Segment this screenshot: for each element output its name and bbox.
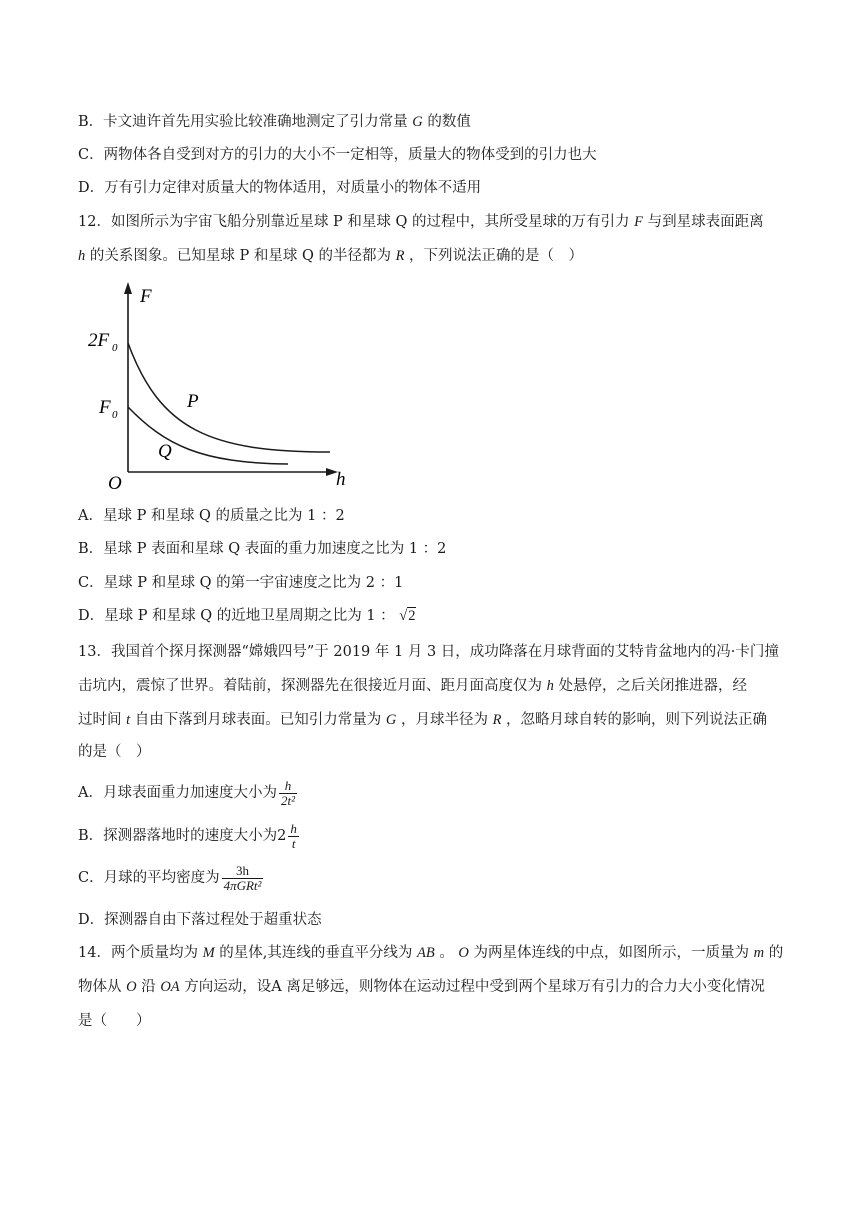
q12-option-b: B．星球 P 表面和星球 Q 表面的重力加速度之比为 1 ：2	[78, 541, 447, 557]
q12-stem-line1: 12．如图所示为宇宙飞船分别靠近星球 P 和星球 Q 的过程中，其所受星球的万有引力 F 与到星球表面距离	[78, 214, 764, 230]
y-axis-arrow-icon	[124, 282, 132, 294]
q12-figure	[80, 280, 360, 495]
q12-option-a: A．星球 P 和星球 Q 的质量之比为 1 ：2	[78, 508, 345, 524]
label-2f0: 2F	[88, 330, 110, 351]
q13-option-c: C．月球的平均密度为 $\frac{3h}{\text{4πGRt²}}$	[78, 862, 262, 893]
fraction: $\frac{h}{\text{2t²}}$	[280, 777, 295, 808]
label-axis-h: h	[336, 469, 346, 490]
q14-stem-line1: 14．两个质量均为 M 的星体,其连线的垂直平分线为 AB 。 O 为两星体连线的中点，如图所示，一质量为 m 的	[78, 945, 784, 961]
q11-option-d: D．万有引力定律对质量大的物体适用，对质量小的物体不适用	[78, 180, 482, 196]
label-2f0-subscript: 0	[112, 342, 118, 354]
q13-stem-line4: 的是（ ）	[78, 744, 151, 760]
label-f0: F	[99, 397, 111, 418]
q13-stem-line3: 过时间 t 自由下落到月球表面。已知引力常量为 G ，月球半径为 R ，忽略月球自转的影响，则下列说法正确	[78, 712, 768, 728]
fraction: $\frac{3h}{\text{4πGRt²}}$	[223, 862, 262, 893]
q12-option-d: D．星球 P 和星球 Q 的近地卫星周期之比为 1 ： √2	[78, 608, 416, 624]
curve-p	[128, 343, 330, 452]
label-axis-f: F	[140, 286, 152, 307]
q11-option-c: C．两物体各自受到对方的引力的大小不一定相等，质量大的物体受到的引力也大	[78, 147, 597, 163]
label-curve-q: Q	[158, 441, 172, 462]
sqrt-expression: √2	[399, 608, 416, 624]
q11-option-b: B．卡文迪许首先用实验比较准确地测定了引力常量 G 的数值	[78, 114, 471, 130]
q13-stem-line1: 13．我国首个探月探测器“嫦娥四号”于 2019 年 1 月 3 日，成功降落在月球背面的艾特肯盆地内的冯·卡门撞	[78, 644, 779, 660]
q13-stem-line2: 击坑内，震惊了世界。着陆前，探测器先在很接近月面、距月面高度仅为 h 处悬停，之后关闭推进器，经	[78, 678, 747, 694]
label-origin: O	[108, 473, 122, 494]
q14-stem-line3: 是（ ）	[78, 1013, 151, 1029]
label-curve-p: P	[187, 391, 199, 412]
q14-stem-line2: 物体从 O 沿 OA 方向运动，设A 离足够远，则物体在运动过程中受到两个星球万有引力的合力大小变化情况	[78, 979, 765, 995]
q13-option-a: A．月球表面重力加速度大小为 $\frac{h}{\text{2t²}}$	[78, 777, 295, 808]
q13-option-b: B．探测器落地时的速度大小为2 $\frac{h}{t}$	[78, 820, 297, 851]
q12-stem-line2: h 的关系图象。已知星球 P 和星球 Q 的半径都为 R ，下列说法正确的是（ ）	[78, 248, 584, 264]
q13-option-d: D．探测器自由下落过程处于超重状态	[78, 912, 322, 928]
label-f0-subscript: 0	[112, 409, 118, 421]
fraction: $\frac{h}{t}$	[290, 820, 297, 851]
q12-option-c: C．星球 P 和星球 Q 的第一宇宙速度之比为 2 ：1	[78, 575, 404, 591]
